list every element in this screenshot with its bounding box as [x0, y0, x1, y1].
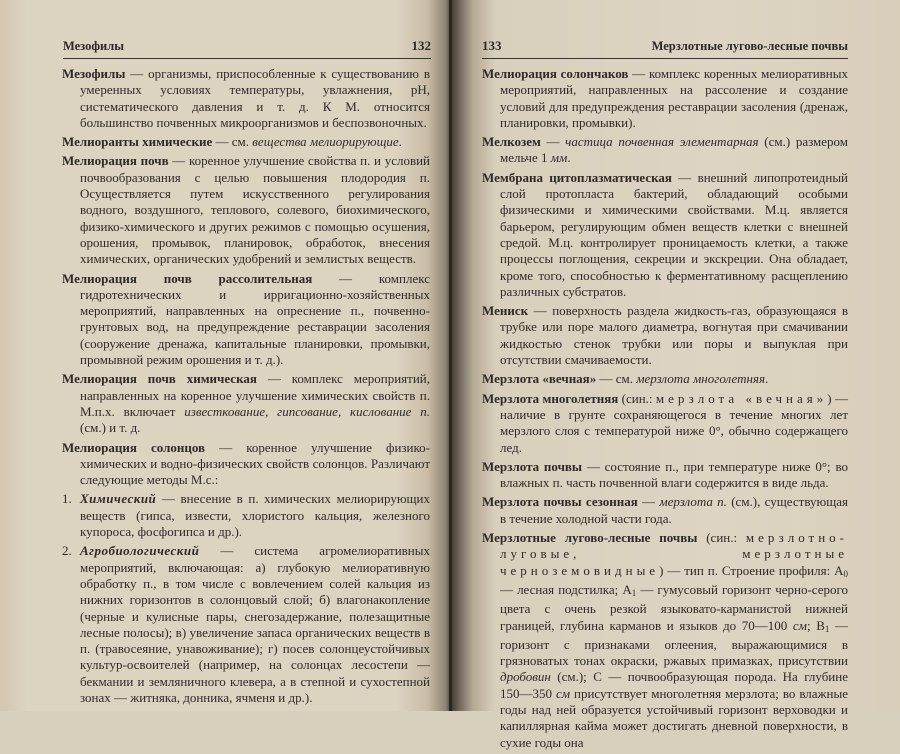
entry-definition-tail: (см.) размером мельче 1	[500, 134, 849, 166]
horizon-subscript: 1	[631, 587, 637, 598]
left-text-block	[62, 66, 430, 709]
dictionary-entry	[482, 371, 848, 387]
dictionary-entry	[62, 134, 430, 150]
entry-term: Мелиорация почв	[62, 153, 169, 169]
method-text: — внесение в п. химических мелиорирующих веществ (гипса, извести, хлористого кальция, железного купороса, фосфогипса и др.).	[80, 491, 430, 540]
entry-term: Мерзлота многолетняя	[482, 390, 619, 406]
synonym: мерзлота «вечная»	[655, 390, 828, 406]
entry-definition: (син.:	[697, 530, 746, 546]
entry-definition: —	[540, 134, 566, 150]
dictionary-entry	[62, 153, 430, 267]
entry-definition-tail: .	[765, 371, 769, 387]
method-number: 1.	[62, 491, 72, 507]
dictionary-entry	[482, 303, 848, 368]
dictionary-entry	[62, 440, 430, 489]
dictionary-entry	[62, 271, 430, 369]
dictionary-entry	[482, 170, 848, 300]
page-number: 133	[482, 38, 502, 53]
entry-term: Мерзлотные лугово-лесные почвы	[482, 530, 698, 546]
entry-definition: ) — тип п. Строение профиля: A	[659, 562, 844, 578]
entry-definition: — состояние п., при температуре ниже 0°; во влажных п. часть почвенной влаги содержится в виде льда.	[500, 458, 848, 491]
entry-definition: присутствует многолетняя мерзлота; во влажные годы над ней образуется устойчивый горизонт верховодки и капиллярная кайма может достигать дневной поверхности, в сухие годы она	[500, 685, 848, 750]
entry-definition: — коренное улучшение свойства п. и условий почвообразования с целью повышения плодородия п. Осуществляется путем искусственного регулирования водного, воздушного, теплового, солевого, биохимического, физико-химического и других режимов с помощью осушения, орошения, промывок, планировок, обработок, внесения химических, органических удобрений и землистых веществ.	[80, 153, 431, 267]
book-gutter	[449, 0, 452, 711]
entry-definition: — комплекс коренных мелиоративных мероприятий, направленных на рассоление и создание условий для предупреждения реставрации засоления (дренаж, планировки, промывки).	[500, 66, 848, 130]
dictionary-entry	[482, 530, 848, 751]
method-name: Агробиологический	[80, 543, 200, 559]
method-number: 2.	[62, 543, 72, 559]
entry-term: Мелиорация солончаков	[482, 66, 629, 81]
entry-term: Мерзлота «вечная»	[482, 371, 597, 387]
entry-end: .	[567, 150, 571, 166]
entry-definition: — коренное улучшение физико-химических и водно-физических свойств солонцов. Различают следующие методы М.с.:	[80, 439, 430, 488]
dictionary-entry	[62, 66, 430, 131]
method-item	[62, 491, 430, 540]
unit: см	[555, 685, 571, 701]
entry-definition: — лесная подстилка; A	[500, 581, 632, 597]
entry-definition: — комплекс гидротехнических и ирригационно-хозяйственных мероприятий, направленных на опреснение п., почвенно-грунтовых вод, на предупреждение реставрации засоления (сооружение дренажа, капитальные планировки, промывки, промывной режим орошения и т. д.).	[80, 270, 430, 368]
entry-term: Мерзлота почвы сезонная	[482, 494, 638, 510]
entry-definition: —	[637, 494, 660, 510]
entry-definition: — организмы, приспособленные к существованию в умеренных условиях температуры, увлажнения, pH, систематического давления и т. д. К М. относится большинство почвенных микроорганизмов и беспозвоночных.	[80, 66, 430, 130]
horizon-subscript: 0	[843, 568, 848, 579]
entry-term: Мелиорация почв химическая	[62, 371, 257, 387]
right-running-head	[482, 38, 848, 59]
entry-definition-tail: ) — наличие в грунте сохраняющегося в течение многих лет мерзлого слоя с температурой ниже 0°, обычно содержащего лед.	[500, 390, 848, 455]
entry-definition: ; B	[806, 617, 825, 633]
method-name: Химический	[80, 491, 157, 507]
running-head-title: Мезофилы	[63, 39, 125, 53]
entry-term: Мениск	[482, 303, 529, 319]
cross-reference: мерзлота п.	[659, 494, 727, 510]
method-item	[62, 543, 430, 706]
dictionary-entry	[482, 494, 848, 527]
left-page	[0, 0, 450, 711]
entry-definition-tail: (см.), существующая в течение холодной части года.	[500, 494, 848, 526]
right-page	[450, 0, 900, 750]
entry-term: Мерзлота почвы	[482, 458, 583, 474]
unit: см	[792, 617, 807, 633]
entry-definition-tail: .	[398, 134, 402, 150]
cross-reference: дробовин	[500, 669, 551, 685]
left-running-head	[63, 38, 431, 59]
entry-definition: — поверхность раздела жидкость-газ, образующаяся в трубке или поре малого диаметра, вогнутая при смачивании жидкостью стенок трубки или поры и выпуклая при отсутствии смачиваемости.	[500, 303, 848, 368]
dictionary-entry	[482, 66, 848, 131]
horizon-subscript: 1	[824, 623, 830, 634]
cross-reference: частица почвенная элементарная	[565, 134, 759, 150]
entry-definition: — горизонт с признаками оглеения, выражающимися в грязноватых тонах окраски, ржавых примазках, присутствии	[500, 617, 848, 669]
entry-term: Мелкозем	[482, 134, 541, 150]
entry-definition: — комплекс мероприятий, направленных на коренное улучшение химических свойств п. М.п.х. включает	[80, 371, 430, 419]
entry-term: Мезофилы	[62, 66, 126, 81]
entry-definition: — см.	[212, 134, 253, 150]
entry-definition: (см.); C — почвообразующая порода. На глубине 150—350	[500, 669, 848, 701]
entry-definition: — гумусовый горизонт черно-серого цвета с очень резкой языковато-карманистой нижней границей, глубина карманов и языков до 70—100	[500, 581, 849, 633]
cross-reference: вещества мелиорирующие	[252, 134, 399, 150]
synonym: мерзлотно-луговые, мерзлотные черноземовидные	[500, 530, 848, 578]
entry-definition: — внешний липопротеидный слой протопласта бактерий, обладающий особыми физическими и химическими свойствами. М.ц. является барьером, регулирующим обмен веществ клетки с внешней средой. М.ц. контролирует проницаемость клетки, а также процессы поглощения, секреции и экскреции. Она обладает, кроме того, способностью к ферментативному расщеплению различных субстратов.	[500, 169, 849, 299]
entry-term: Мелиоранты химические	[62, 134, 213, 150]
running-head-title: Мерзлотные лугово-лесные почвы	[651, 39, 848, 53]
method-text: — система агромелиоративных мероприятий, включающая: а) глубокую мелиоративную обработку п., в том числе с вовлечением солей кальция из нижних горизонтов в солонцовый слой; б) влагонакопление (черные и кулисные пары, снегозадержание, полезащитные лесные полосы); в) увеличение запаса органических веществ в п. (травосеяние, унавоживание); г) посев солонцеустойчивых культур-освоителей (например, на солонцах лесостепи — бекмании и земляничного клевера, а в степной и сухостепной зонах — житняка, донника, ячменя и др.).	[80, 543, 430, 705]
entry-definition: — см.	[596, 371, 637, 387]
dictionary-entry	[482, 459, 848, 492]
entry-definition-tail: (см.) и т. д.	[80, 420, 141, 436]
dictionary-entry	[482, 391, 848, 456]
dictionary-entry	[482, 134, 848, 167]
unit: мм	[550, 150, 568, 166]
entry-term: Мембрана цитоплазматическая	[482, 169, 672, 185]
page-number: 132	[411, 38, 431, 53]
right-text-block	[482, 66, 848, 754]
entry-term: Мелиорация солонцов	[62, 439, 206, 455]
entry-definition: (син.:	[618, 390, 656, 406]
cross-reference: мерзлота многолетняя	[636, 371, 766, 387]
cross-reference: известкование, гипсование, кислование п.	[184, 403, 430, 419]
dictionary-entry	[62, 371, 430, 436]
entry-term: Мелиорация почв рассолительная	[62, 270, 313, 286]
